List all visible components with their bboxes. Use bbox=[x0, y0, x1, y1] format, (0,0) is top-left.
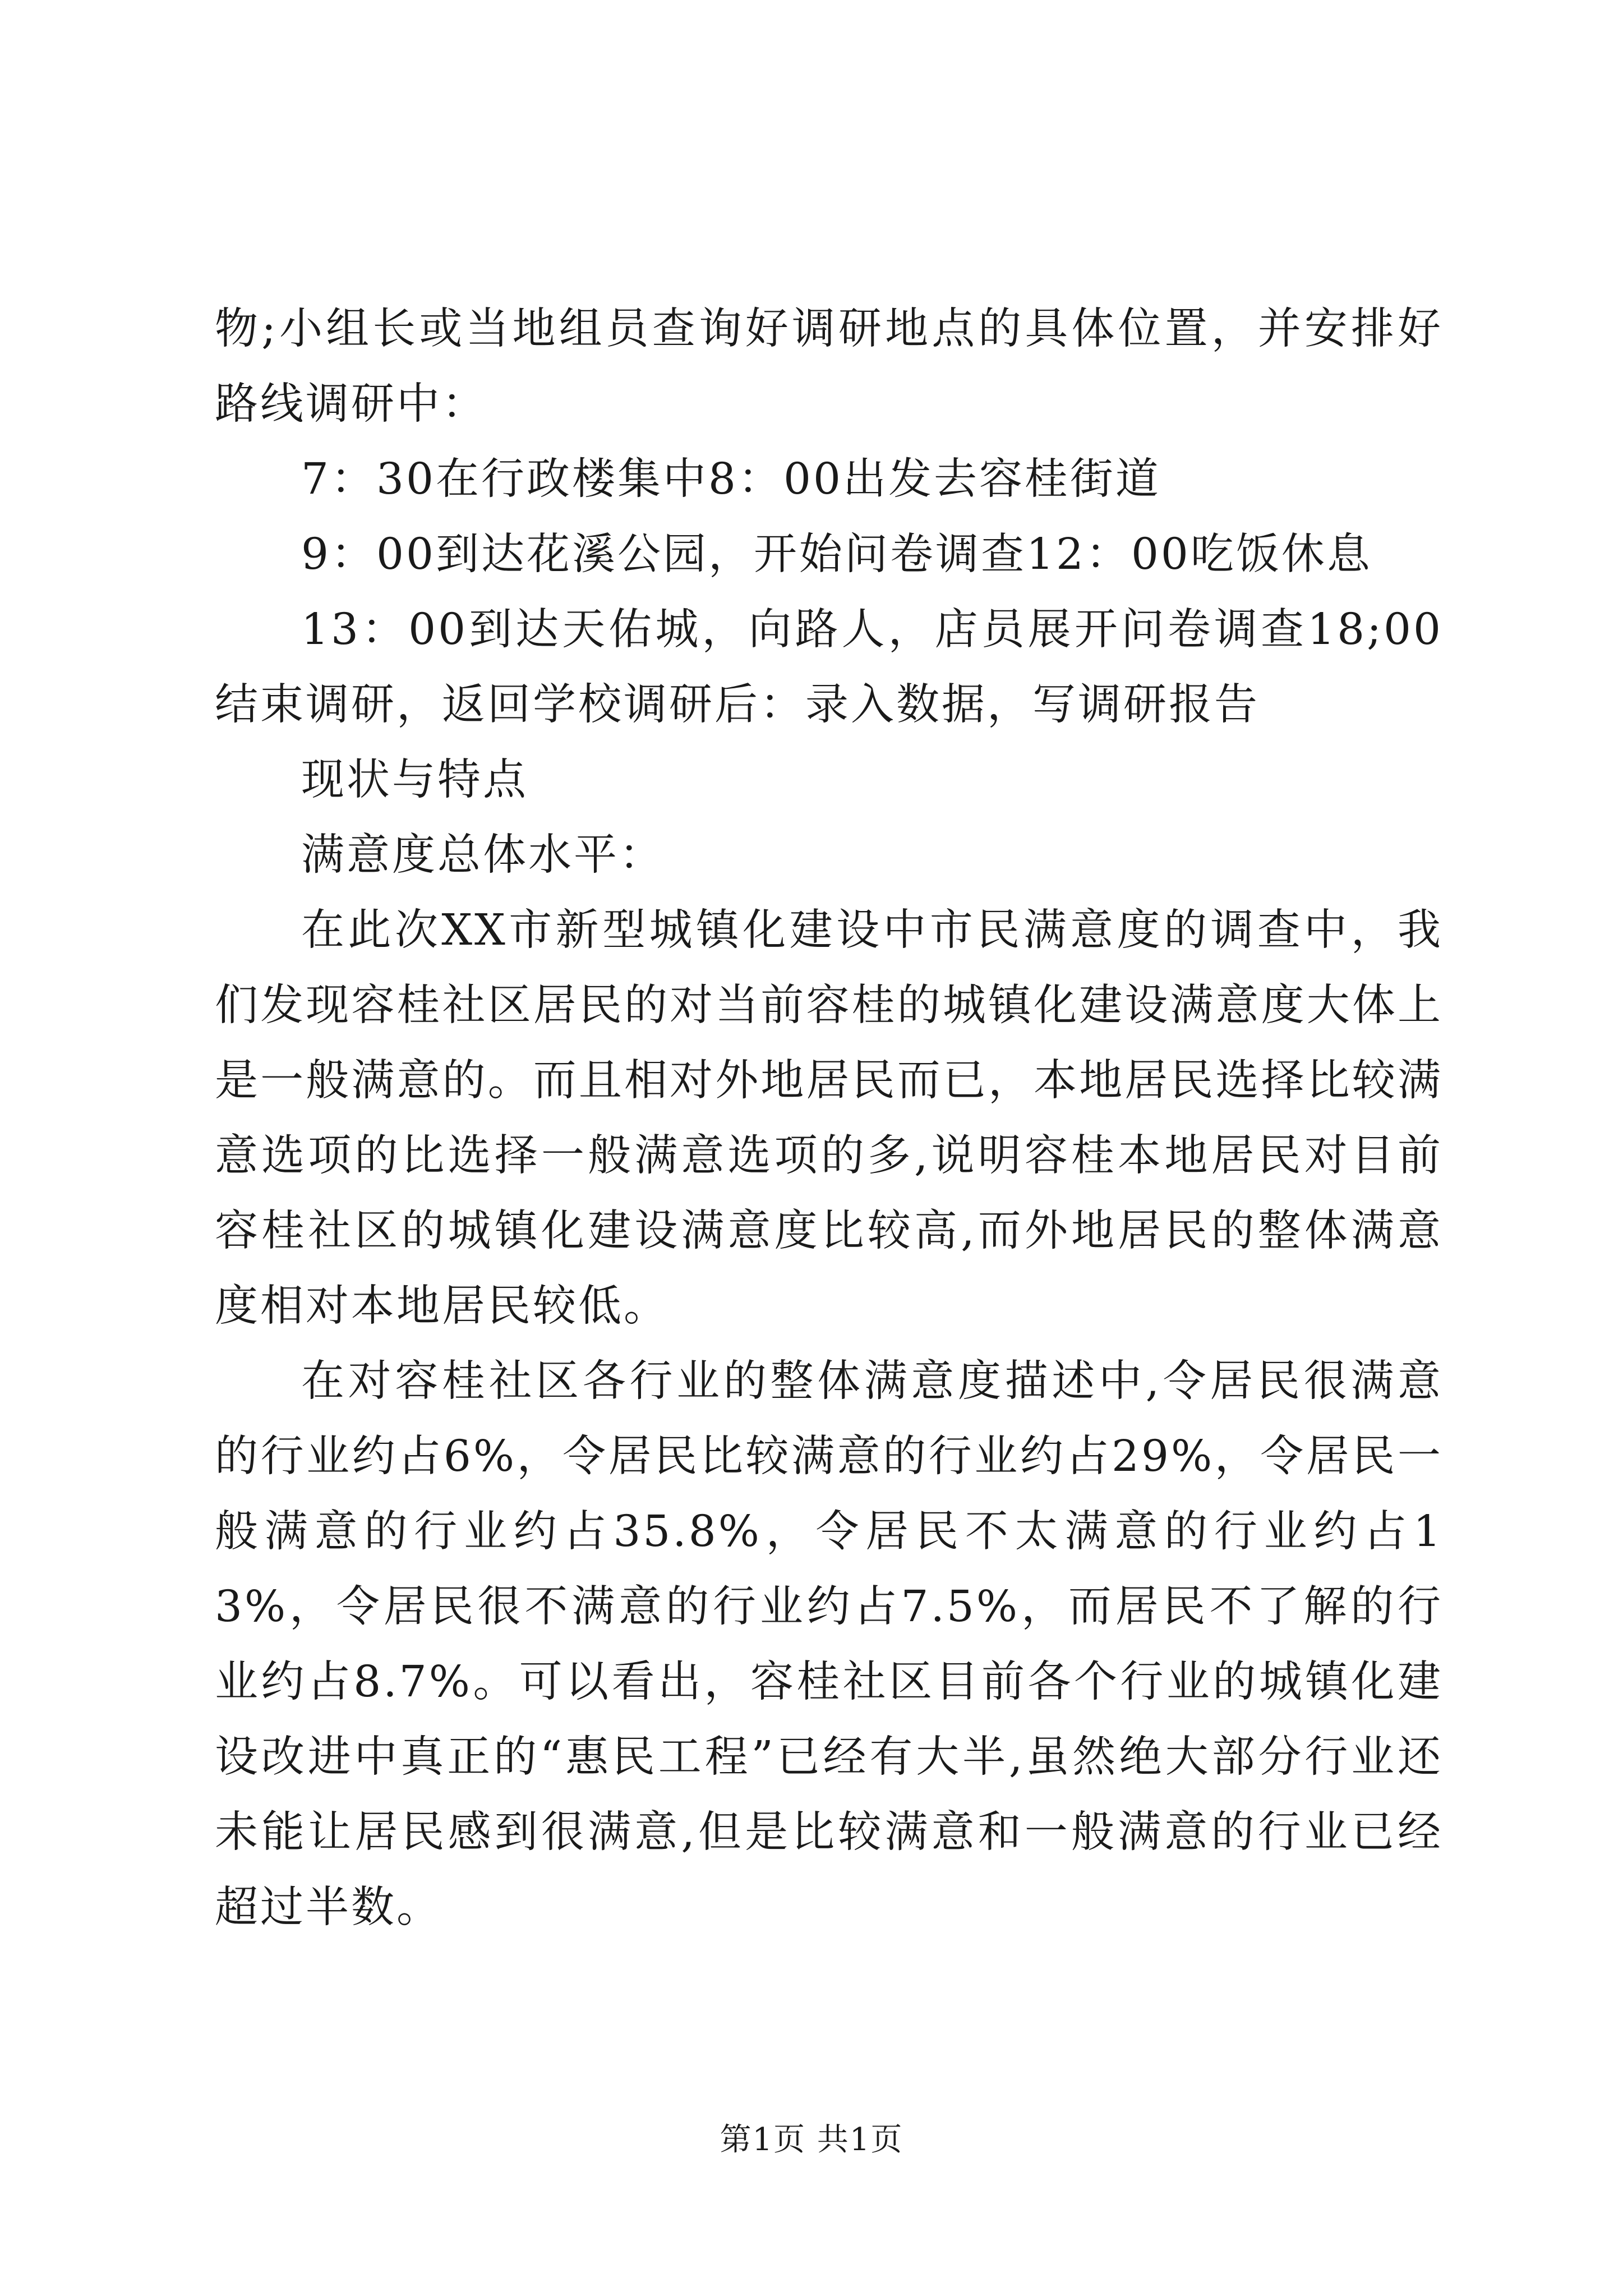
paragraph-2: 7：30在行政楼集中8：00出发去容桂街道 bbox=[301, 454, 1161, 504]
paragraph-1: 物;小组长或当地组员查询好调研地点的具体位置，并安排好路线调研中： bbox=[215, 304, 1443, 429]
section-heading-satisfaction: 满意度总体水平： bbox=[301, 830, 665, 880]
paragraph-4: 13：00到达天佑城，向路人，店员展开问卷调查18;00结束调研，返回学校调研后：录入数据，写调研报告 bbox=[215, 605, 1443, 730]
section-heading-status: 现状与特点 bbox=[301, 755, 528, 805]
page-footer: 第1页 共1页 bbox=[720, 2122, 903, 2158]
paragraph-3: 9：00到达花溪公园，开始问卷调查12：00吃饭休息 bbox=[301, 530, 1372, 579]
paragraph-7: 在此次XX市新型城镇化建设中市民满意度的调查中，我们发现容桂社区居民的对当前容桂的城镇化建设满意度大体上是一般满意的。而且相对外地居民而已，本地居民选择比较满意选项的比选择一般满意选项的多,说明容桂本地居民对目前容桂社区的城镇化建设满意度比较高,而外地居民的整体满意度相对本地居民较低。 bbox=[215, 905, 1443, 1331]
paragraph-8: 在对容桂社区各行业的整体满意度描述中,令居民很满意的行业约占6%，令居民比较满意的行业约占29%，令居民一般满意的行业约占35.8%，令居民不太满意的行业约占13%，令居民很不满意的行业约占7.5%，而居民不了解的行业约占8.7%。可以看出，容桂社区目前各个行业的城镇化建设改进中真正的“惠民工程”已经有大半,虽然绝大部分行业还未能让居民感到很满意,但是比较满意和一般满意的行业已经超过半数。 bbox=[215, 1356, 1443, 1932]
document-body bbox=[215, 292, 1443, 1945]
